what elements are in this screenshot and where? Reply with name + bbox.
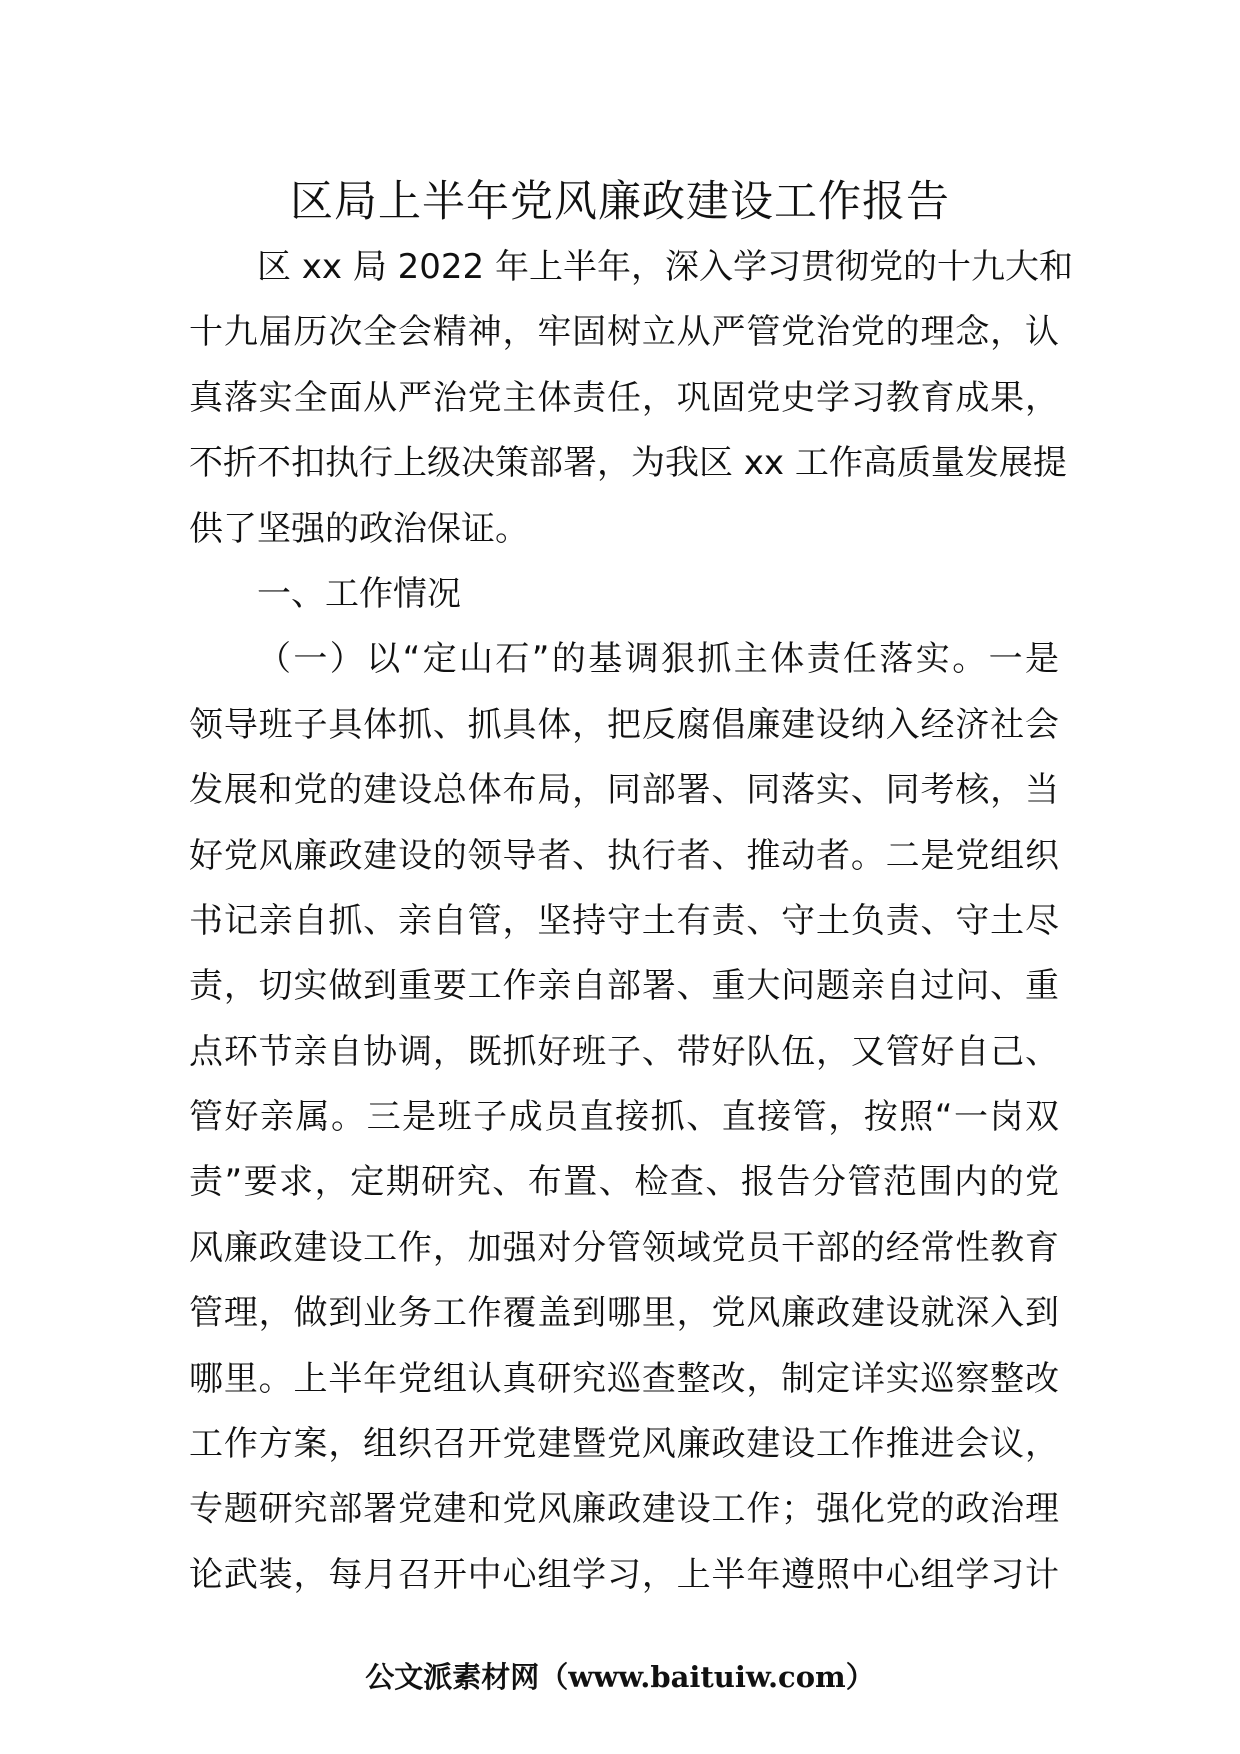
section-heading — [189, 562, 1059, 627]
text-line: 领导班子具体抓、抓具体，把反腐倡廉建设纳入经济社会 — [189, 704, 1059, 745]
text-line: 真落实全面从严治党主体责任，巩固党史学习教育成果， — [189, 377, 1059, 418]
text-line: 好党风廉政建设的领导者、执行者、推动者。二是党组织 — [189, 835, 1059, 876]
footer-watermark-text: 公文派素材网（www.baituiw.com） — [365, 1660, 875, 1694]
text-line: 风廉政建设工作，加强对分管领域党员干部的经常性教育 — [189, 1227, 1059, 1268]
document-body — [189, 235, 1073, 1608]
text-line: 供了坚强的政治保证。 — [189, 508, 529, 549]
text-line: 不折不扣执行上级决策部署，为我区 xx 工作高质量发展提 — [189, 443, 1067, 484]
text-line: 哪里。上半年党组认真研究巡查整改，制定详实巡察整改 — [189, 1358, 1059, 1399]
heading-text: 一、工作情况 — [257, 573, 461, 614]
text-line: 区 xx 局 2022 年上半年，深入学习贯彻党的十九大和 — [257, 247, 1073, 287]
text-line: 责，切实做到重要工作亲自部署、重大问题亲自过问、重 — [189, 966, 1059, 1007]
text-line: 书记亲自抓、亲自管，坚持守土有责、守土负责、守土尽 — [189, 900, 1059, 941]
document-title: 区局上半年党风廉政建设工作报告 — [290, 177, 950, 227]
paragraph-intro — [189, 235, 1073, 562]
text-line: 管理，做到业务工作覆盖到哪里，党风廉政建设就深入到 — [189, 1293, 1059, 1334]
text-line: 管好亲属。三是班子成员直接抓、直接管，按照“一岗双 — [189, 1097, 1059, 1138]
text-line: 发展和党的建设总体布局，同部署、同落实、同考核，当 — [189, 770, 1059, 811]
text-line: 十九届历次全会精神，牢固树立从严管党治党的理念，认 — [189, 312, 1059, 353]
paragraph-subsection-1 — [189, 627, 1059, 1608]
text-line: 工作方案，组织召开党建暨党风廉政建设工作推进会议， — [189, 1424, 1059, 1465]
text-line: 论武装，每月召开中心组学习，上半年遵照中心组学习计 — [189, 1554, 1059, 1595]
text-line: 专题研究部署党建和党风廉政建设工作；强化党的政治理 — [189, 1489, 1059, 1530]
text-line: 责”要求，定期研究、布置、检查、报告分管范围内的党 — [189, 1162, 1059, 1203]
text-line: （一）以“定山石”的基调狠抓主体责任落实。一是 — [257, 639, 1059, 680]
text-line: 点环节亲自协调，既抓好班子、带好队伍，又管好自己、 — [189, 1031, 1059, 1072]
